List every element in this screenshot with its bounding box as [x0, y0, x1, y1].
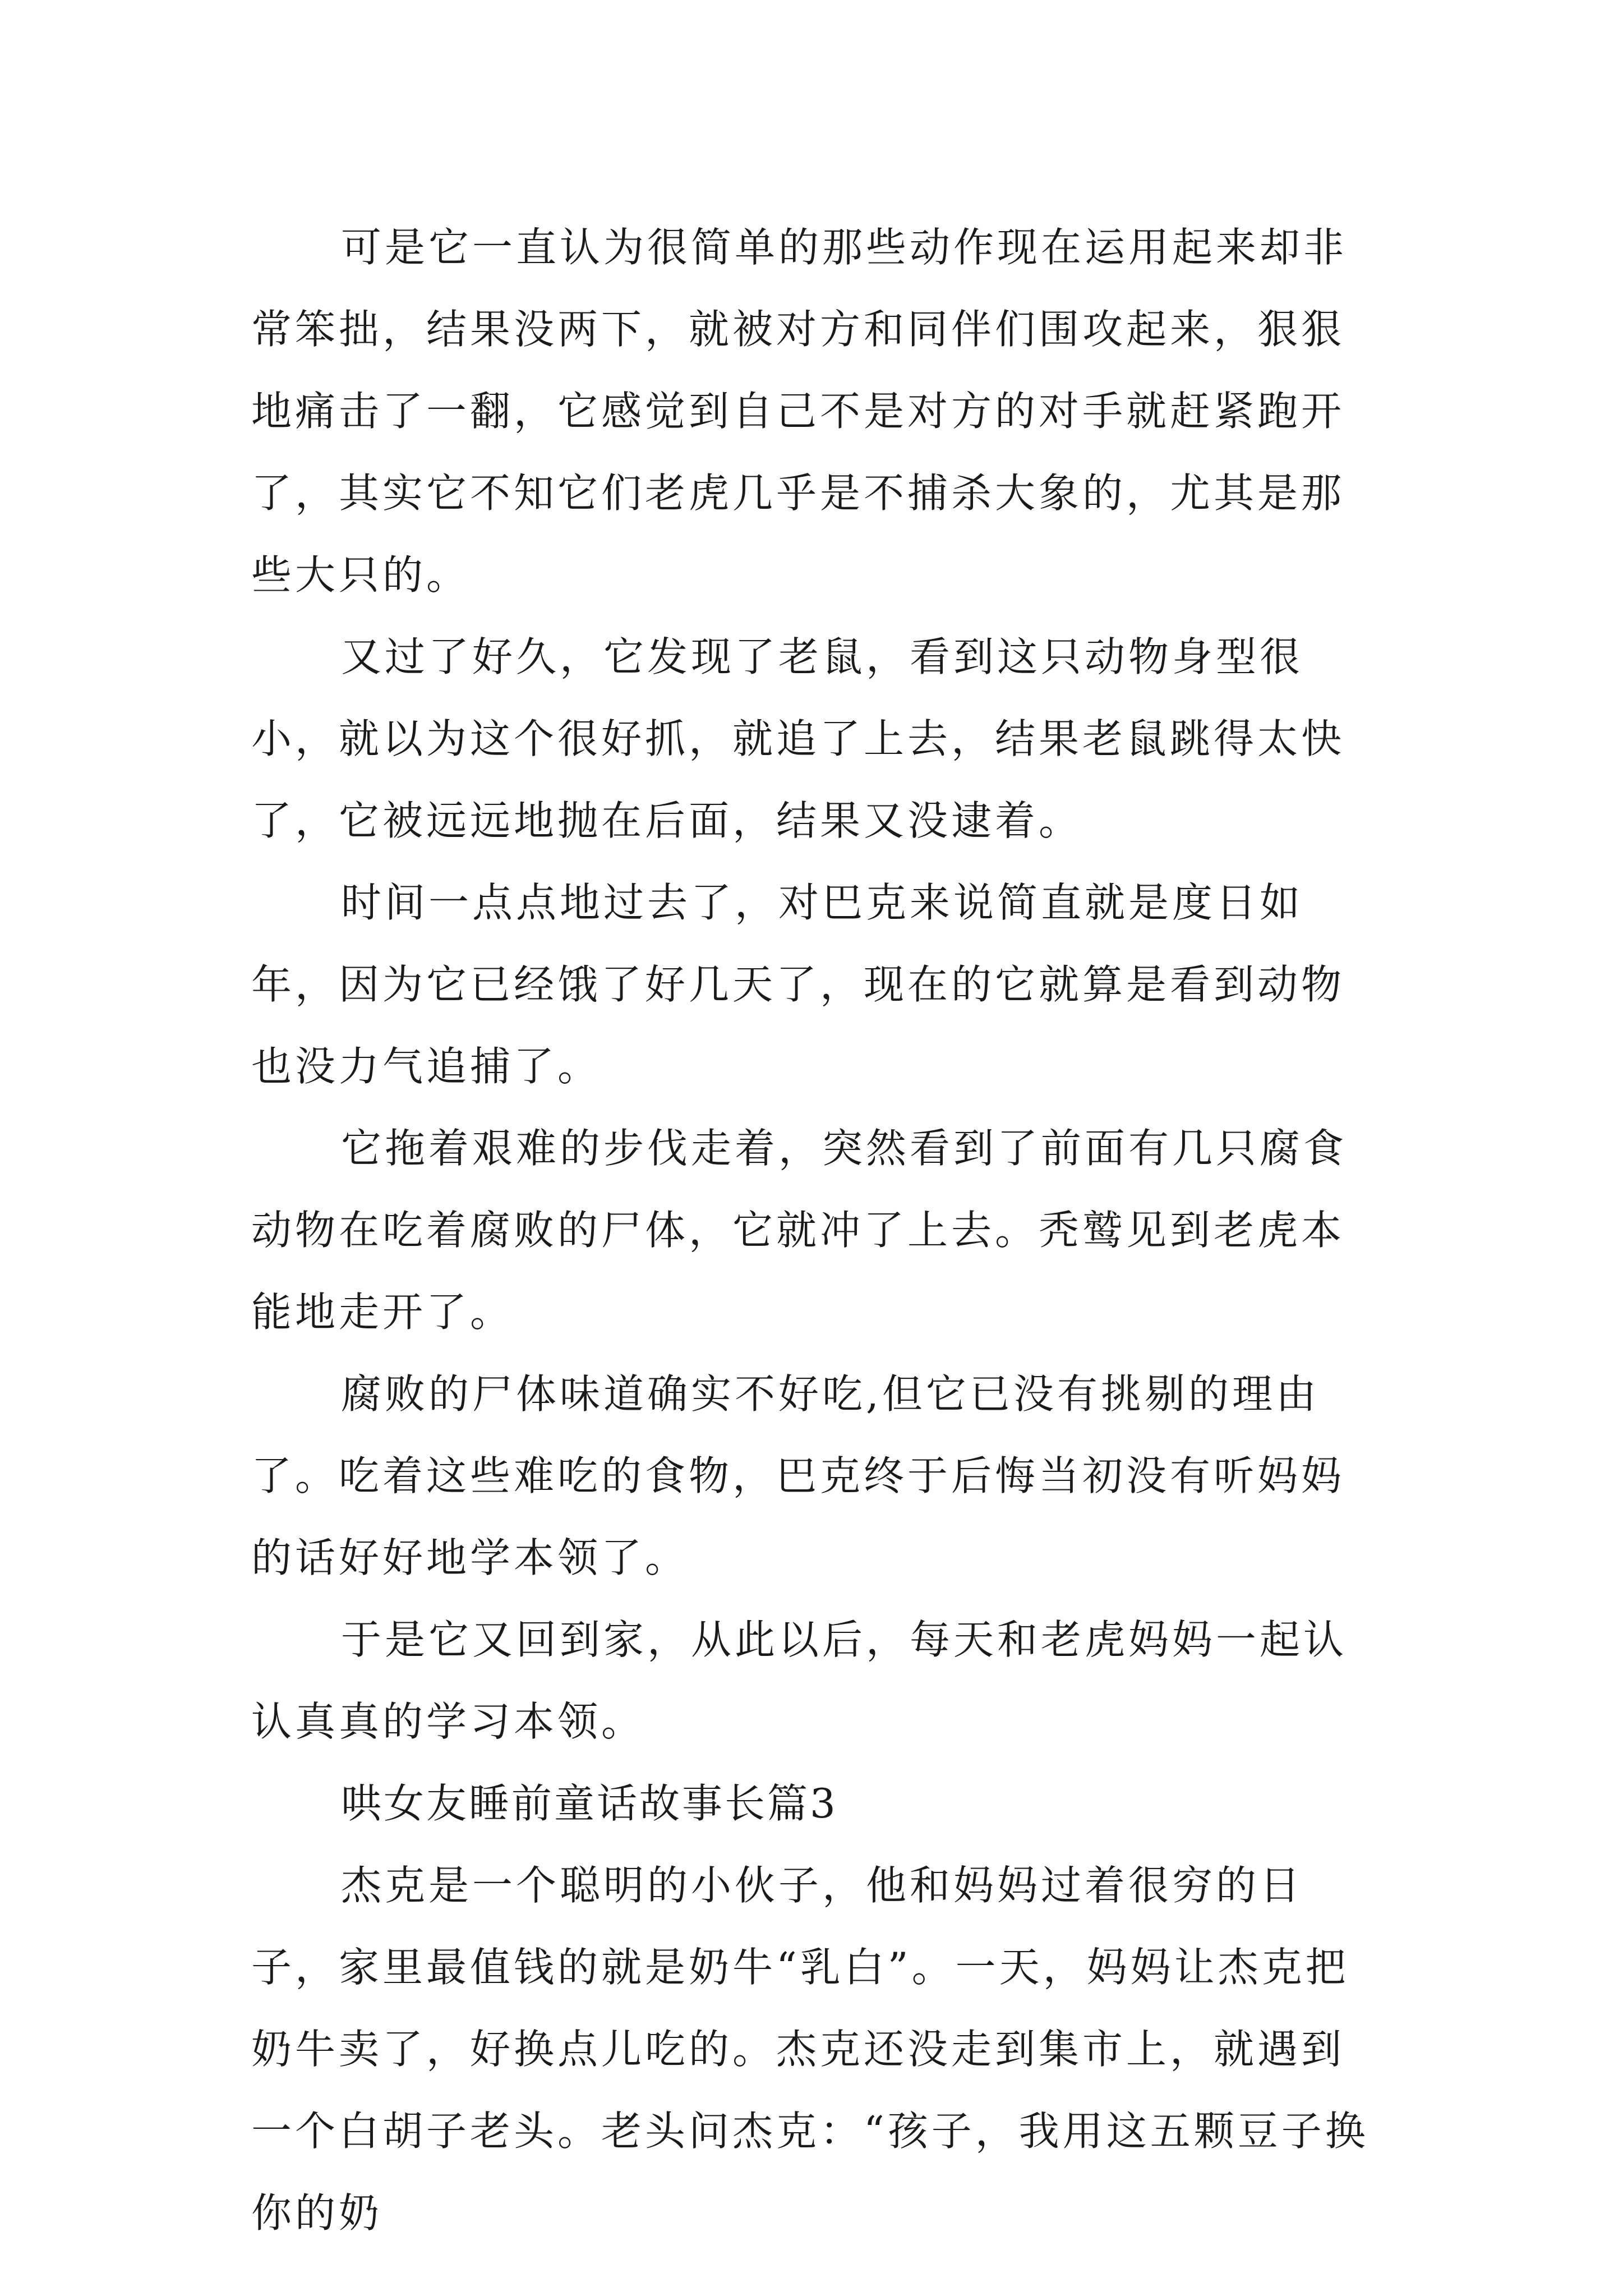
paragraph-5: 腐败的尸体味道确实不好吃,但它已没有挑剔的理由了。吃着这些难吃的食物，巴克终于后悔当初没有听妈妈的话好好地学本领了。: [251, 1370, 1345, 1581]
paragraph-6: 于是它又回到家，从此以后，每天和老虎妈妈一起认认真真的学习本领。: [251, 1616, 1348, 1745]
section-heading: 哄女友睡前童话故事长篇3: [341, 1780, 838, 1827]
document-body: [251, 206, 1378, 2254]
paragraph-2: 又过了好久，它发现了老鼠，看到这只动物身型很小，就以为这个很好抓，就追了上去，结果老鼠跳得太快了，它被远远地抛在后面，结果又没逮着。: [251, 633, 1345, 844]
paragraph-3: 时间一点点地过去了，对巴克来说简直就是度日如年，因为它已经饿了好几天了，现在的它就算是看到动物也没力气追捕了。: [251, 879, 1345, 1090]
paragraph-7: 杰克是一个聪明的小伙子，他和妈妈过着很穷的日子，家里最值钱的就是奶牛“乳白”。一天，妈妈让杰克把奶牛卖了，好换点儿吃的。杰克还没走到集市上，就遇到一个白胡子老头。老头问杰克：“孩子，我用这五颗豆子换你的奶: [251, 1862, 1369, 2237]
paragraph-4: 它拖着艰难的步伐走着，突然看到了前面有几只腐食动物在吃着腐败的尸体，它就冲了上去。秃鹫见到老虎本能地走开了。: [251, 1125, 1348, 1336]
paragraph-1: 可是它一直认为很简单的那些动作现在运用起来却非常笨拙，结果没两下，就被对方和同伴们围攻起来，狠狠地痛击了一翻，它感觉到自己不是对方的对手就赶紧跑开了，其实它不知它们老虎几乎是不捕杀大象的，尤其是那些大只的。: [251, 224, 1348, 599]
